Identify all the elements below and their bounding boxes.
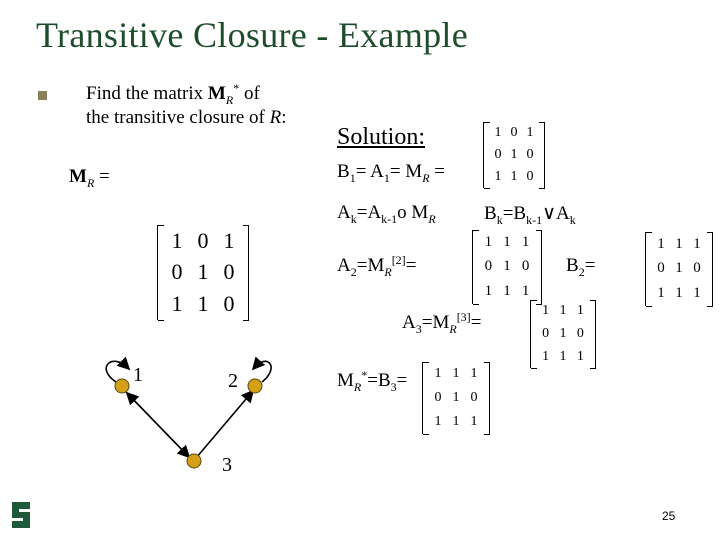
matrix-cell: 0: [576, 325, 584, 341]
a2-pow: [2]: [391, 253, 406, 267]
a2-eq2: =: [405, 255, 417, 276]
matrix-bracket-tick: [539, 122, 545, 123]
graph-node-1-label: 1: [133, 364, 143, 386]
bk-b: B: [484, 203, 497, 224]
matrix-bracket-tick: [531, 300, 537, 301]
matrix-cell: 1: [452, 390, 460, 405]
matrix-cell: 0: [223, 291, 235, 317]
matrix-cell: 1: [484, 233, 493, 250]
matrix-bracket-tick: [531, 368, 537, 369]
mr-m: M: [69, 166, 87, 187]
matrix-cell: 0: [484, 258, 493, 275]
matrix-cell: 0: [494, 147, 502, 162]
matrix-cell: 1: [452, 414, 460, 429]
matrix-cell: 1: [470, 366, 478, 381]
matrix-cell: 1: [503, 258, 511, 275]
matrix-cell: 1: [675, 235, 683, 252]
matrix-bracket-tick: [484, 362, 490, 363]
a3-eq2: =: [470, 312, 482, 333]
bk-eq: =B: [502, 203, 527, 224]
matrix-bracket-tick: [473, 304, 479, 305]
matrix-cell: 1: [521, 233, 530, 250]
matrix-cell: 1: [693, 285, 701, 302]
matrix-cell: 1: [559, 325, 567, 341]
b1-eq: =: [429, 161, 445, 182]
matrix-bracket-tick: [539, 188, 545, 189]
matrix-cell: 1: [171, 291, 183, 317]
university-logo: [10, 500, 32, 530]
problem-of: of: [239, 83, 260, 104]
matrix-bracket-tick: [243, 225, 249, 226]
ak-a: A: [337, 202, 351, 223]
matrix-bracket-tick: [484, 434, 490, 435]
edge-3-to-2: [196, 392, 252, 458]
matrix-cell: 1: [434, 366, 442, 381]
mrstar-eq: =B: [367, 370, 391, 391]
a2-r: R: [384, 265, 392, 279]
mrstar-r: R: [353, 380, 362, 394]
a3-eq: =M: [421, 312, 450, 333]
graph-node-2: [248, 379, 262, 393]
matrix-cell: 1: [526, 125, 534, 140]
a3-r: R: [449, 322, 457, 336]
matrix-cell: 0: [526, 147, 534, 162]
matrix-cell: 0: [521, 258, 530, 275]
graph-node-2-label: 2: [228, 370, 238, 392]
matrix-bracket-tick: [646, 306, 652, 307]
matrix-cell: 1: [484, 283, 493, 300]
matrix-bracket-tick: [590, 300, 596, 301]
matrix-bracket-tick: [473, 230, 479, 231]
matrix-cell: 1: [470, 414, 478, 429]
matrix-bracket-tick: [243, 320, 249, 321]
a2-a: A: [337, 255, 351, 276]
graph-node-3-label: 3: [222, 454, 232, 476]
b2-sub: 2: [578, 265, 585, 279]
matrix-bracket-tick: [158, 320, 164, 321]
matrix-cell: 1: [542, 303, 550, 319]
page-number: 25: [662, 509, 676, 523]
matrix-cell: 1: [559, 303, 567, 319]
bk-km1: k-1: [526, 213, 543, 227]
matrix-cell: 1: [494, 169, 502, 184]
matrix-cell: 0: [693, 260, 701, 277]
ak-circ: o M: [397, 202, 429, 223]
ak-km1: k-1: [381, 212, 398, 226]
bk-k: k: [496, 213, 503, 227]
matrix-bracket-tick: [423, 362, 429, 363]
mr-eq: =: [94, 166, 110, 187]
b1-eqm: = M: [389, 161, 423, 182]
matrix-cell: 1: [510, 147, 518, 162]
matrix-cell: 1: [675, 285, 683, 302]
matrix-cell: 0: [526, 169, 534, 184]
matrix-cell: 1: [675, 260, 683, 277]
a3-pow: [3]: [456, 310, 471, 324]
matrix-cell: 1: [503, 233, 511, 250]
matrix-cell: 1: [171, 227, 183, 253]
matrix-bracket-tick: [536, 304, 542, 305]
matrix-cell: 0: [171, 259, 183, 285]
matrix-bracket-tick: [423, 434, 429, 435]
a3-a: A: [402, 312, 416, 333]
matrix-cell: 0: [470, 390, 478, 405]
matrix-bracket-tick: [590, 368, 596, 369]
problem-text-line2: the transitive closure of: [86, 107, 270, 128]
b1-sub: 1: [349, 171, 356, 185]
matrix-cell: 1: [510, 169, 518, 184]
matrix-cell: 1: [542, 348, 550, 364]
matrix-bracket-tick: [707, 232, 713, 233]
a2-sub: 2: [350, 265, 357, 279]
b1-b: B: [337, 161, 350, 182]
bk-vee: ∨A: [542, 203, 570, 224]
matrix-cell: 1: [693, 235, 701, 252]
matrix-cell: 0: [434, 390, 442, 405]
matrix-bracket-tick: [646, 232, 652, 233]
ak-k: k: [350, 212, 357, 226]
matrix-bracket-tick: [484, 188, 490, 189]
spartan-s-logo-icon: [10, 500, 32, 530]
matrix-bracket-tick: [158, 225, 164, 226]
graph-node-3: [187, 454, 201, 468]
matrix-cell: 1: [197, 291, 209, 317]
matrix-cell: 0: [657, 260, 665, 277]
b2-b: B: [566, 255, 579, 276]
problem-m: M: [207, 83, 226, 104]
matrix-cell: 1: [521, 283, 530, 300]
matrix-bracket-tick: [484, 122, 490, 123]
b1-eqa: = A: [355, 161, 384, 182]
problem-r-subscript: R: [225, 93, 234, 107]
matrix-cell: 0: [197, 227, 209, 253]
matrix-cell: 0: [542, 325, 550, 341]
matrix-cell: 1: [657, 235, 665, 252]
graph-node-1: [115, 379, 129, 393]
b2-eq: =: [584, 255, 596, 276]
matrix-cell: 1: [223, 227, 235, 253]
ak-r: R: [428, 212, 436, 226]
matrix-cell: 1: [657, 285, 665, 302]
mrstar-sub: 3: [390, 380, 397, 394]
matrix-cell: 0: [223, 259, 235, 285]
matrix-bracket-tick: [707, 306, 713, 307]
problem-text: Find the matrix: [86, 83, 208, 104]
bk-k2: k: [569, 213, 576, 227]
matrix-cell: 1: [434, 414, 442, 429]
matrix-cell: 1: [576, 303, 584, 319]
b1-r: R: [422, 171, 430, 185]
mrstar-eq2: =: [396, 370, 408, 391]
matrix-cell: 1: [452, 366, 460, 381]
edge-loop-1: [106, 361, 128, 382]
ak-eq: =A: [356, 202, 382, 223]
matrix-cell: 1: [197, 259, 209, 285]
matrix-cell: 1: [559, 348, 567, 364]
problem-r: R: [269, 107, 282, 128]
matrix-cell: 1: [576, 348, 584, 364]
slide-title: Transitive Closure - Example: [36, 15, 469, 55]
matrix-bracket-tick: [536, 230, 542, 231]
mrstar-star: *: [361, 368, 368, 382]
matrix-cell: 0: [510, 125, 518, 140]
a2-eq: =M: [356, 255, 385, 276]
a1-sub: 1: [383, 171, 390, 185]
matrix-cell: 1: [503, 283, 511, 300]
problem-star: *: [233, 81, 240, 95]
mrstar-m: M: [337, 370, 354, 391]
mr-r: R: [86, 176, 95, 190]
problem-colon: :: [281, 107, 287, 128]
solution-label: Solution:: [337, 124, 426, 150]
edge-3-to-1: [128, 394, 190, 458]
matrix-cell: 1: [494, 125, 502, 140]
a3-sub: 3: [415, 322, 422, 336]
